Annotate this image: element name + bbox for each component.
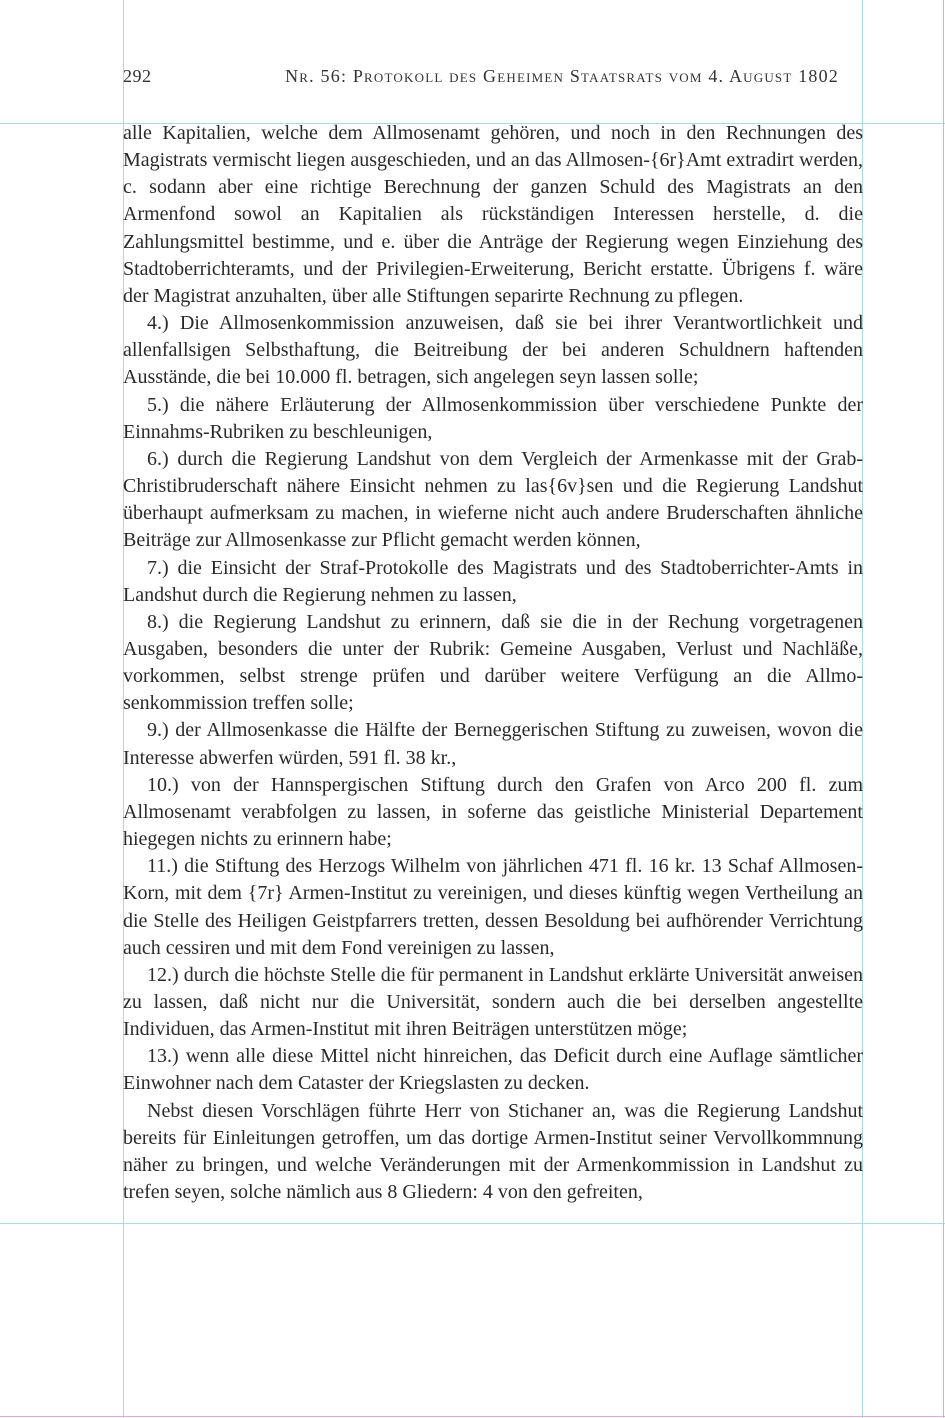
paragraph-continuation: alle Kapitalien, welche dem Allmosenamt gehören, und noch in den Rechnungen des Magistrats vermischt liegen ausgeschieden, und an das Allmosen-{6r}Amt extradirt werden, c. sodann aber eine richtige Berechnung der ganzen Schuld des Magistrats an den Armenfond sowol an Kapitalien als rückständigen Interessen herstelle, d. die Zahlungsmittel bestimme, und e. über die Anträge der Regierung wegen Einziehung des Stadtoberrichteramts, und der Privilegien-Erweiterung, Bericht erstatte. Übrigens f. wäre der Magistrat anzuhalten, über alle Stiftungen separirte Rechnung zu pflegen.: [123, 122, 863, 307]
paragraph-item-13: 13.) wenn alle diese Mittel nicht hinreichen, das Deficit durch eine Auflage sämtlicher Einwohner nach dem Cataster der Kriegslasten zu decken.: [123, 1045, 863, 1095]
paragraph-item-12: 12.) durch die höchste Stelle die für permanent in Landshut erklärte Universität anweisen zu lassen, daß nicht nur die Universität, sondern auch die bei derselben angestellte Individuen, das Armen-Institut mit ihren Beiträgen unterstützen möge;: [123, 963, 863, 1041]
paragraph-item-9: 9.) der Allmosenkasse die Hälfte der Berneggerischen Stiftung zu zuweisen, wovon die Interesse abwerfen würden, 591 fl. 38 kr.,: [123, 719, 863, 769]
margin-guide-bottom: [0, 1223, 945, 1224]
paragraph-item-7: 7.) die Einsicht der Straf-Protokolle des Magistrats und des Stadtoberrichter-Amts in Landshut durch die Regierung nehmen zu lassen,: [123, 556, 863, 606]
paragraph-item-4: 4.) Die Allmosenkommission anzuweisen, daß sie bei ihrer Verantwortlichkeit und allenfallsigen Selbsthaftung, die Beitreibung der bei anderen Schuldnern haftenden Ausstände, die bei 10.000 fl. betragen, sich angelegen seyn lassen solle;: [123, 312, 863, 389]
body-text: [123, 120, 863, 1206]
paragraph-stichaner: Nebst diesen Vorschlägen führte Herr von Stichaner an, was die Regierung Landshut bereits für Einleitungen getroffen, um das dortige Armen-Institut seiner Vervollkommnung näher zu bringen, und welche Veränderungen mit der Armenkommission in Landshut zu trefen seyen, solche nämlich aus 8 Gliedern: 4 von den gefreiten,: [123, 1099, 863, 1204]
paragraph-item-10: 10.) von der Hannspergischen Stiftung durch den Grafen von Arco 200 fl. zum Allmosenamt verabfolgen zu lassen, in soferne das geistliche Ministerial Departement hiegegen nichts zu erinnern habe;: [123, 773, 863, 851]
page-edge-right: [943, 0, 944, 1418]
page-number: 292: [123, 66, 152, 86]
running-head-title: Nr. 56: Protokoll des Geheimen Staatsrats vom 4. August 1802: [285, 66, 839, 86]
running-head: [123, 66, 839, 90]
paragraph-item-11: 11.) die Stiftung des Herzogs Wilhelm von jährlichen 471 fl. 16 kr. 13 Schaf Allmosen-Korn, mit dem {7r} Armen-Institut zu vereinigen, und dieses künftig wegen Vertheilung an die Stelle des Heiligen Geistpfarrers tretten, dessen Besoldung bei aufhörender Verrichtung auch cessiren und mit dem Fond vereinigen zu lassen,: [123, 855, 863, 959]
paragraph-item-6: 6.) durch die Regierung Landshut von dem Vergleich der Armenkasse mit der Grab-Christibruderschaft nähere Einsicht nehmen zu las{6v}sen und die Regierung Landshut überhaupt aufmerksam zu machen, in wieferne nicht auch andere Bruderschaften ähnliche Beiträge zur Allmosenkasse zur Pflicht gemacht werden können,: [123, 447, 863, 552]
paragraph-item-5: 5.) die nähere Erläuterung der Allmosenkommission über verschiedene Punkte der Einnahms-Rubriken zu beschleunigen,: [123, 393, 863, 443]
paragraph-item-8: 8.) die Regierung Landshut zu erinnern, daß sie die in der Rechung vorgetragenen Ausgaben, besonders die unter der Rubrik: Gemeine Ausgaben, Verlust und Nachläße, vorkommen, selbst strenge prüfen und darüber weitere Verfügung an die Allmosenkommission treffen solle;: [123, 610, 863, 715]
page-edge-bottom: [0, 1416, 945, 1417]
